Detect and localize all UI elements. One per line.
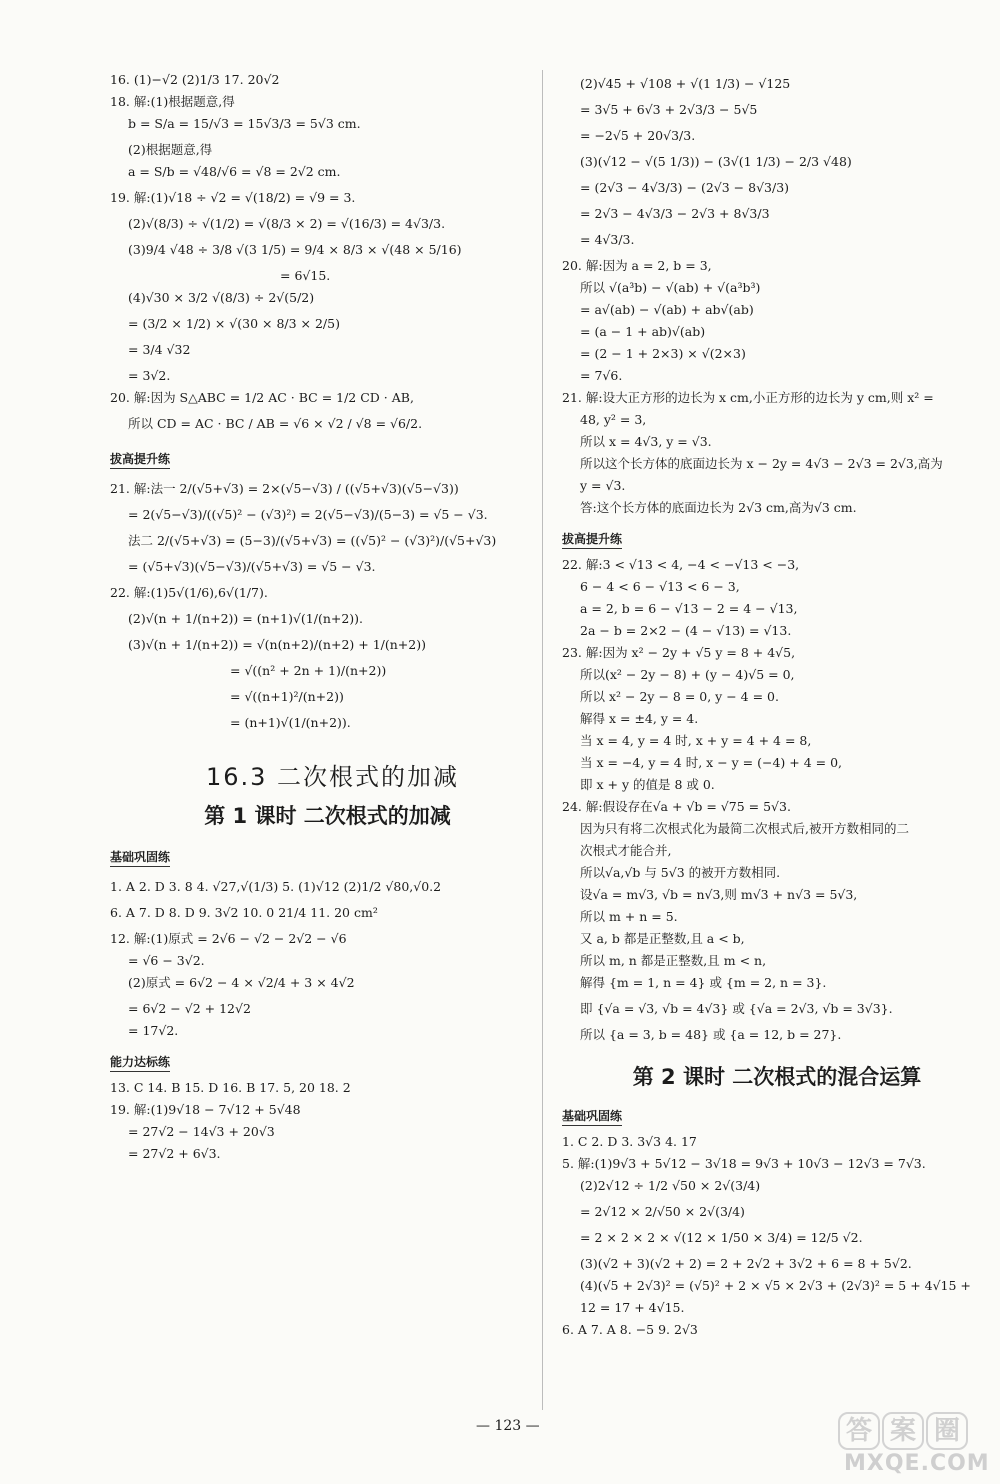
answer-line: 6. A 7. D 8. D 9. 3√2 10. 0 21/4 11. 20 cm² [110,905,378,920]
answer-line: = 27√2 − 14√3 + 20√3 [128,1124,275,1139]
answer-line: 1. C 2. D 3. 3√3 4. 17 [562,1134,697,1149]
answer-line: = 17√2. [128,1023,179,1038]
answer-line: 1. A 2. D 3. 8 4. √27,√(1/3) 5. (1)√12 (2)1/2 √80,√0.2 [110,879,442,894]
answer-line: y = √3. [580,478,626,493]
answer-line: 19. 解:(1)9√18 − 7√12 + 5√48 [110,1102,301,1117]
answer-line: 解得 x = ±4, y = 4. [580,711,699,726]
answer-line: = 2 × 2 × 2 × √(12 × 1/50 × 3/4) = 12/5 √2. [580,1230,863,1245]
answer-line: (3)(√2 + 3)(√2 + 2) = 2 + 2√2 + 3√2 + 6 = 8 + 5√2. [580,1256,912,1271]
answer-line: 所以√a,√b 与 5√3 的被开方数相同. [580,865,781,880]
watermark-char: 案 [882,1412,924,1450]
answer-line: 6. A 7. A 8. −5 9. 2√3 [562,1322,698,1337]
answer-line: 所以 m, n 都是正整数,且 m < n, [580,953,767,968]
answer-line: (2)根据题意,得 [128,142,213,157]
answer-line: 法二 2/(√5+√3) = (5−3)/(√5+√3) = ((√5)² − (√3)²)/(√5+√3) [128,533,497,548]
answer-line: 22. 解:(1)5√(1/6),6√(1/7). [110,585,268,600]
answer-line: 因为只有将二次根式化为最简二次根式后,被开方数相同的二 [580,821,909,836]
answer-line: 所以这个长方体的底面边长为 x − 2y = 4√3 − 2√3 = 2√3,高为 [580,456,943,471]
answer-line: = √6 − 3√2. [128,953,205,968]
answer-line: 即 {√a = √3, √b = 4√3} 或 {√a = 2√3, √b = 3√3}. [580,1001,893,1016]
answer-line: (2)√(n + 1/(n+2)) = (n+1)√(1/(n+2)). [128,611,364,626]
section-label: 拔高提升练 [110,450,170,469]
answer-line: 12. 解:(1)原式 = 2√6 − √2 − 2√2 − √6 [110,931,347,946]
answer-line: (4)(√5 + 2√3)² = (√5)² + 2 × √5 × 2√3 + (2√3)² = 5 + 4√15 + [580,1278,971,1293]
answer-line: 16. (1)−√2 (2)1/3 17. 20√2 [110,72,280,87]
lesson-heading: 第 1 课时 二次根式的加减 [204,804,451,828]
answer-line: = √((n² + 2n + 1)/(n+2)) [230,663,387,678]
column-divider [542,70,543,1410]
section-label: 能力达标练 [110,1053,170,1072]
answer-line: = 3/4 √32 [128,342,191,357]
answer-line: (2)2√12 ÷ 1/2 √50 × 2√(3/4) [580,1178,761,1193]
answer-line: 22. 解:3 < √13 < 4, −4 < −√13 < −3, [562,557,800,572]
answer-line: 5. 解:(1)9√3 + 5√12 − 3√18 = 9√3 + 10√3 − 12√3 = 7√3. [562,1156,926,1171]
answer-line: = 6√15. [280,268,331,283]
answer-line: (3)√(n + 1/(n+2)) = √(n(n+2)/(n+2) + 1/(n+2)) [128,637,426,652]
answer-line: 所以 x² − 2y − 8 = 0, y − 4 = 0. [580,689,779,704]
section-heading: 16.3 二次根式的加减 [205,763,460,791]
lesson-heading: 第 2 课时 二次根式的混合运算 [632,1065,922,1089]
left-column [110,72,525,1168]
answer-line: 当 x = 4, y = 4 时, x + y = 4 + 4 = 8, [580,733,812,748]
answer-line: 次根式才能合并, [580,843,672,858]
watermark-url: MXQE.COM [844,1451,990,1476]
answer-line: (3)9/4 √48 ÷ 3/8 √(3 1/5) = 9/4 × 8/3 × √(48 × 5/16) [128,242,462,257]
answer-line: 所以(x² − 2y − 8) + (y − 4)√5 = 0, [580,667,795,682]
answer-line: 48, y² = 3, [580,412,647,427]
answer-line: 答:这个长方体的底面边长为 2√3 cm,高为√3 cm. [580,500,857,515]
answer-line: = 27√2 + 6√3. [128,1146,221,1161]
answer-line: 21. 解:法一 2/(√5+√3) = 2×(√5−√3) / ((√5+√3)(√5−√3)) [110,481,459,496]
right-column [562,72,982,1344]
answer-line: a = 2, b = 6 − √13 − 2 = 4 − √13, [580,601,798,616]
answer-line: = √((n+1)²/(n+2)) [230,689,344,704]
answer-line: 21. 解:设大正方形的边长为 x cm,小正方形的边长为 y cm,则 x² = [562,390,934,405]
answer-line: 13. C 14. B 15. D 16. B 17. 5, 20 18. 2 [110,1080,351,1095]
answer-line: = −2√5 + 20√3/3. [580,128,696,143]
answer-line: 20. 解:因为 S△ABC = 1/2 AC · BC = 1/2 CD · AB, [110,390,414,405]
answer-line: 20. 解:因为 a = 2, b = 3, [562,258,712,273]
answer-line: = 7√6. [580,368,623,383]
answer-line: 12 = 17 + 4√15. [580,1300,685,1315]
answer-line: 所以 CD = AC · BC / AB = √6 × √2 / √8 = √6/2. [128,416,423,431]
answer-line: = 2√3 − 4√3/3 − 2√3 + 8√3/3 [580,206,770,221]
watermark [838,1412,988,1476]
page-number: — 123 — [476,1418,540,1434]
answer-line: 又 a, b 都是正整数,且 a < b, [580,931,745,946]
answer-line: (2)√(8/3) ÷ √(1/2) = √(8/3 × 2) = √(16/3) = 4√3/3. [128,216,446,231]
answer-line: = (2 − 1 + 2×3) × √(2×3) [580,346,746,361]
answer-line: 18. 解:(1)根据题意,得 [110,94,235,109]
answer-line: 解得 {m = 1, n = 4} 或 {m = 2, n = 3}. [580,975,827,990]
section-label: 拔高提升练 [562,530,622,549]
answer-line: 当 x = −4, y = 4 时, x − y = (−4) + 4 = 0, [580,755,843,770]
answer-line: 24. 解:假设存在√a + √b = √75 = 5√3. [562,799,791,814]
section-label: 基础巩固练 [562,1107,622,1126]
answer-line: = 3√2. [128,368,171,383]
answer-line: 所以 √(a³b) − √(ab) + √(a³b³) [580,280,761,295]
answer-line: 所以 {a = 3, b = 48} 或 {a = 12, b = 27}. [580,1027,842,1042]
answer-line: (4)√30 × 3/2 √(8/3) ÷ 2√(5/2) [128,290,315,305]
answer-line: = (√5+√3)(√5−√3)/(√5+√3) = √5 − √3. [128,559,376,574]
answer-line: 所以 m + n = 5. [580,909,678,924]
answer-line: = (n+1)√(1/(n+2)). [230,715,351,730]
answer-line: (2)原式 = 6√2 − 4 × √2/4 + 3 × 4√2 [128,975,355,990]
answer-line: = (3/2 × 1/2) × √(30 × 8/3 × 2/5) [128,316,340,331]
answer-line: (2)√45 + √108 + √(1 1/3) − √125 [580,76,791,91]
answer-line: = 2√12 × 2/√50 × 2√(3/4) [580,1204,745,1219]
answer-line: 即 x + y 的值是 8 或 0. [580,777,715,792]
answer-line: = 4√3/3. [580,232,635,247]
answer-line: = 6√2 − √2 + 12√2 [128,1001,251,1016]
answer-line: b = S/a = 15/√3 = 15√3/3 = 5√3 cm. [128,116,361,131]
answer-line: a = S/b = √48/√6 = √8 = 2√2 cm. [128,164,341,179]
answer-line: 6 − 4 < 6 − √13 < 6 − 3, [580,579,740,594]
answer-line: = (a − 1 + ab)√(ab) [580,324,706,339]
answer-line: 23. 解:因为 x² − 2y + √5 y = 8 + 4√5, [562,645,796,660]
answer-line: (3)(√12 − √(5 1/3)) − (3√(1 1/3) − 2/3 √48) [580,154,852,169]
answer-line: = (2√3 − 4√3/3) − (2√3 − 8√3/3) [580,180,790,195]
watermark-char: 答 [838,1412,880,1450]
watermark-char: 圈 [926,1412,968,1450]
answer-line: 所以 x = 4√3, y = √3. [580,434,712,449]
answer-line: = 2(√5−√3)/((√5)² − (√3)²) = 2(√5−√3)/(5−3) = √5 − √3. [128,507,488,522]
answer-line: = 3√5 + 6√3 + 2√3/3 − 5√5 [580,102,758,117]
answer-line: 19. 解:(1)√18 ÷ √2 = √(18/2) = √9 = 3. [110,190,356,205]
answer-line: 2a − b = 2×2 − (4 − √13) = √13. [580,623,792,638]
answer-line: 设√a = m√3, √b = n√3,则 m√3 + n√3 = 5√3, [580,887,858,902]
section-label: 基础巩固练 [110,848,170,867]
answer-line: = a√(ab) − √(ab) + ab√(ab) [580,302,754,317]
